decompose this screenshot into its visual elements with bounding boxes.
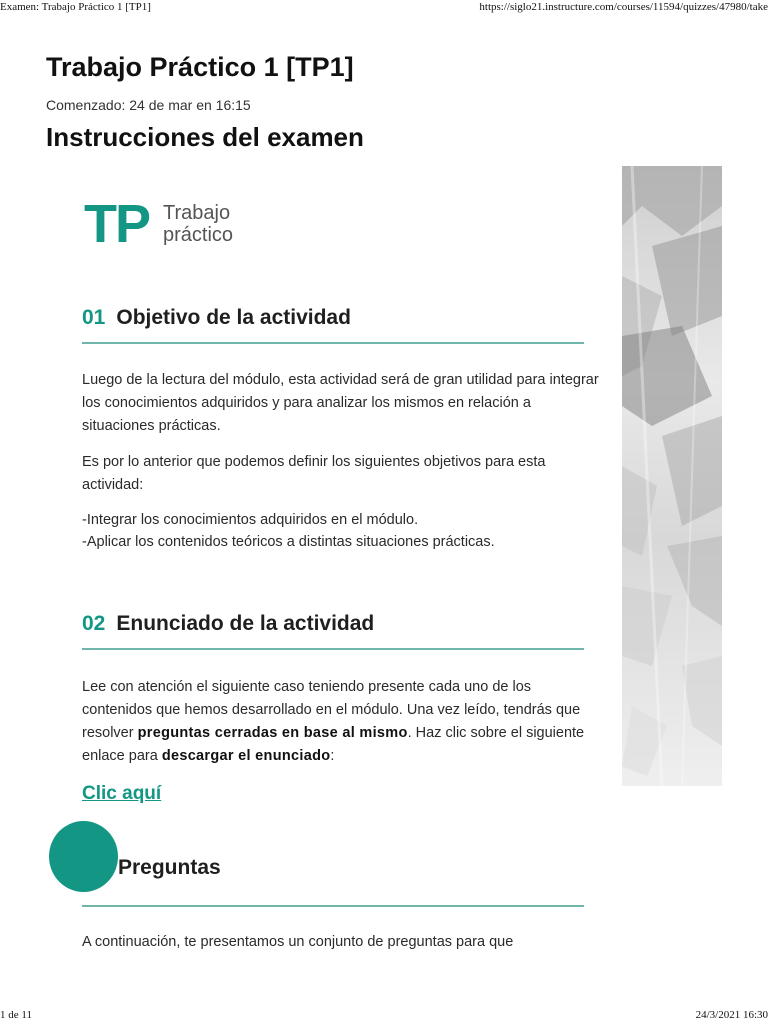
page-title: Trabajo Práctico 1 [TP1] <box>46 52 354 82</box>
objetivo-bullet-2: -Aplicar los contenidos teóricos a distintas situaciones prácticas. <box>82 534 495 550</box>
tp-logo-word-2: práctico <box>163 224 234 246</box>
print-footer <box>0 1009 768 1023</box>
section-number: 01 <box>82 306 106 329</box>
enunciado-text-a: Lee con atención el siguiente caso teniendo presente cada uno de los contenidos que hemos desarrollado en el módulo. Una vez leído, tendrás que resolver <box>82 679 581 741</box>
enunciado-bold-b: descargar el enunciado <box>161 748 331 764</box>
print-footer-page: 1 de 11 <box>0 1009 32 1021</box>
tp-logo-letters: TP <box>84 194 150 254</box>
enunciado-text-c: : <box>330 748 335 764</box>
tp-logo <box>84 194 234 254</box>
started-timestamp: Comenzado: 24 de mar en 16:15 <box>46 97 251 113</box>
print-header <box>0 1 768 15</box>
abstract-pattern-graphic <box>622 166 722 786</box>
section-number: 02 <box>82 612 106 635</box>
instructions-title: Instrucciones del examen <box>46 122 364 152</box>
objetivo-bullet-1: -Integrar los conocimientos adquiridos en el módulo. <box>82 512 419 528</box>
print-footer-datetime: 24/3/2021 16:30 <box>695 1009 768 1021</box>
print-header-url: https://siglo21.instructure.com/courses/11594/quizzes/47980/take <box>479 1 768 13</box>
preguntas-paragraph: A continuación, te presentamos un conjunto de preguntas para que <box>82 934 514 950</box>
section-title: Preguntas <box>118 856 221 879</box>
section-preguntas-heading <box>82 856 584 907</box>
section-title: Enunciado de la actividad <box>116 612 375 635</box>
section-enunciado-heading <box>82 600 584 650</box>
tp-logo-word-1: Trabajo <box>163 202 231 224</box>
enunciado-paragraph <box>82 676 602 768</box>
print-header-title: Examen: Trabajo Práctico 1 [TP1] <box>0 1 151 13</box>
enunciado-bold-a: preguntas cerradas en base al mismo <box>137 725 408 741</box>
download-enunciado-link[interactable]: Clic aquí <box>82 783 162 804</box>
section-objetivo-heading <box>82 294 584 344</box>
objetivo-paragraph-2: Es por lo anterior que podemos definir los siguientes objetivos para esta actividad: <box>82 454 546 493</box>
tp-logo-words <box>163 202 233 246</box>
decorative-side-image <box>622 166 722 786</box>
section-title: Objetivo de la actividad <box>116 306 351 329</box>
objetivo-paragraph-1: Luego de la lectura del módulo, esta actividad será de gran utilidad para integrar los conocimientos adquiridos y para analizar los mismos en relación a situaciones prácticas. <box>82 372 599 434</box>
enunciado-text-b: . Haz clic sobre el siguiente enlace para <box>82 725 585 764</box>
